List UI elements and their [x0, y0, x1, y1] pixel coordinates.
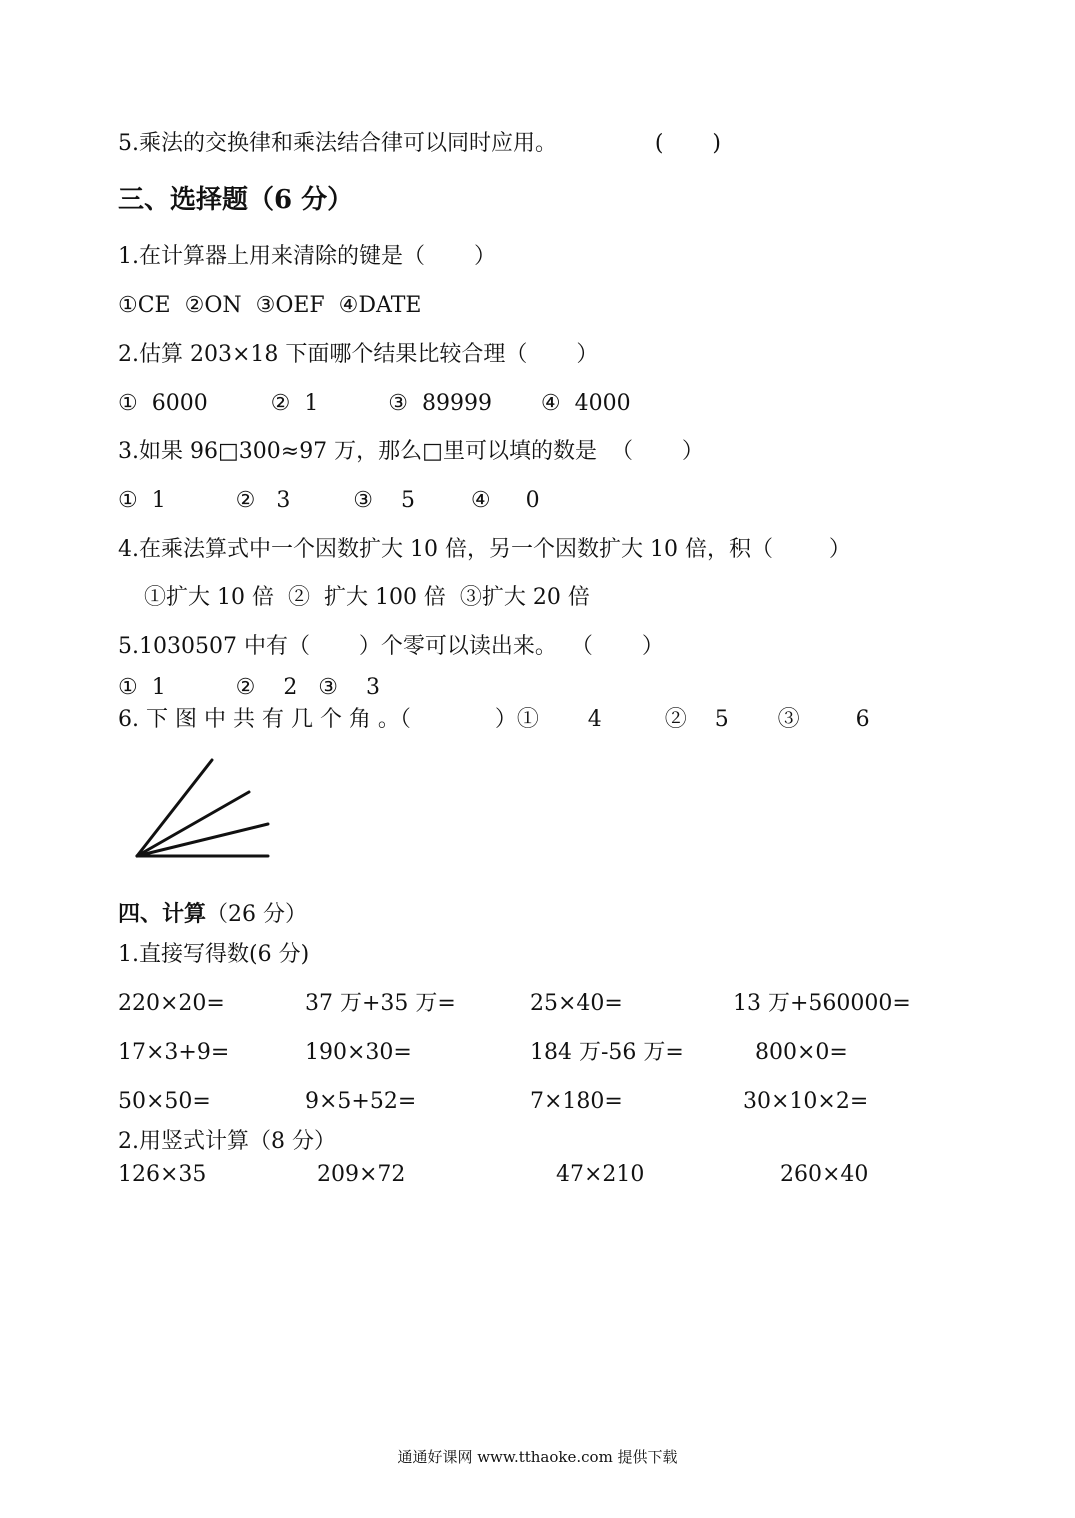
calc-item: 800×0= [755, 1040, 848, 1065]
calc-item: 7×180= [530, 1089, 623, 1114]
calc-item: 30×10×2= [743, 1089, 869, 1114]
question-6: 6. 下 图 中 共 有 几 个 角 。（ ）① 4 ② 5 ③ 6 [118, 707, 870, 732]
true-false-item-5: 5.乘法的交换律和乘法结合律可以同时应用。 ( ) [118, 131, 722, 156]
calc-item: 190×30= [305, 1040, 412, 1065]
vertical-calc-item: 260×40 [780, 1162, 869, 1187]
calc-item: 50×50= [118, 1089, 211, 1114]
question-2-options: ① 6000 ② 1 ③ 89999 ④ 4000 [118, 391, 631, 416]
vertical-calc-item: 126×35 [118, 1162, 207, 1187]
section-4-score: （26 分） [206, 902, 308, 927]
question-3: 3.如果 96□300≈97 万，那么□里可以填的数是 （ ） [118, 439, 704, 464]
angle-ray-2 [137, 792, 249, 856]
question-5-options: ① 1 ② 2 ③ 3 [118, 675, 381, 700]
calc-item: 9×5+52= [305, 1089, 417, 1114]
section-3-heading: 三、选择题（6 分） [118, 185, 354, 215]
question-1: 1.在计算器上用来清除的键是（ ） [118, 244, 496, 269]
calc-item: 37 万+35 万= [305, 991, 456, 1016]
page-footer: 通通好课网 www.tthaoke.com 提供下载 [397, 1448, 678, 1466]
calc-item: 25×40= [530, 991, 623, 1016]
question-4: 4.在乘法算式中一个因数扩大 10 倍，另一个因数扩大 10 倍，积（ ） [118, 537, 851, 562]
calc-item: 13 万+560000= [733, 991, 911, 1016]
question-2: 2.估算 203×18 下面哪个结果比较合理（ ） [118, 342, 599, 367]
question-4-options: ①扩大 10 倍 ② 扩大 100 倍 ③扩大 20 倍 [144, 585, 590, 610]
calc-item: 184 万-56 万= [530, 1040, 684, 1065]
subsection-direct-calc: 1.直接写得数(6 分) [118, 942, 310, 967]
angle-figure [125, 752, 285, 867]
section-4-title: 四、计算 [118, 901, 207, 927]
subsection-vertical-calc: 2.用竖式计算（8 分） [118, 1129, 336, 1154]
calc-item: 17×3+9= [118, 1040, 230, 1065]
question-3-options: ① 1 ② 3 ③ 5 ④ 0 [118, 488, 540, 513]
question-5: 5.1030507 中有（ ）个零可以读出来。 （ ） [118, 634, 664, 659]
vertical-calc-item: 47×210 [556, 1162, 645, 1187]
vertical-calc-item: 209×72 [317, 1162, 406, 1187]
calc-item: 220×20= [118, 991, 225, 1016]
section-4-heading [118, 900, 307, 929]
question-1-options: ①CE ②ON ③OEF ④DATE [118, 293, 422, 318]
